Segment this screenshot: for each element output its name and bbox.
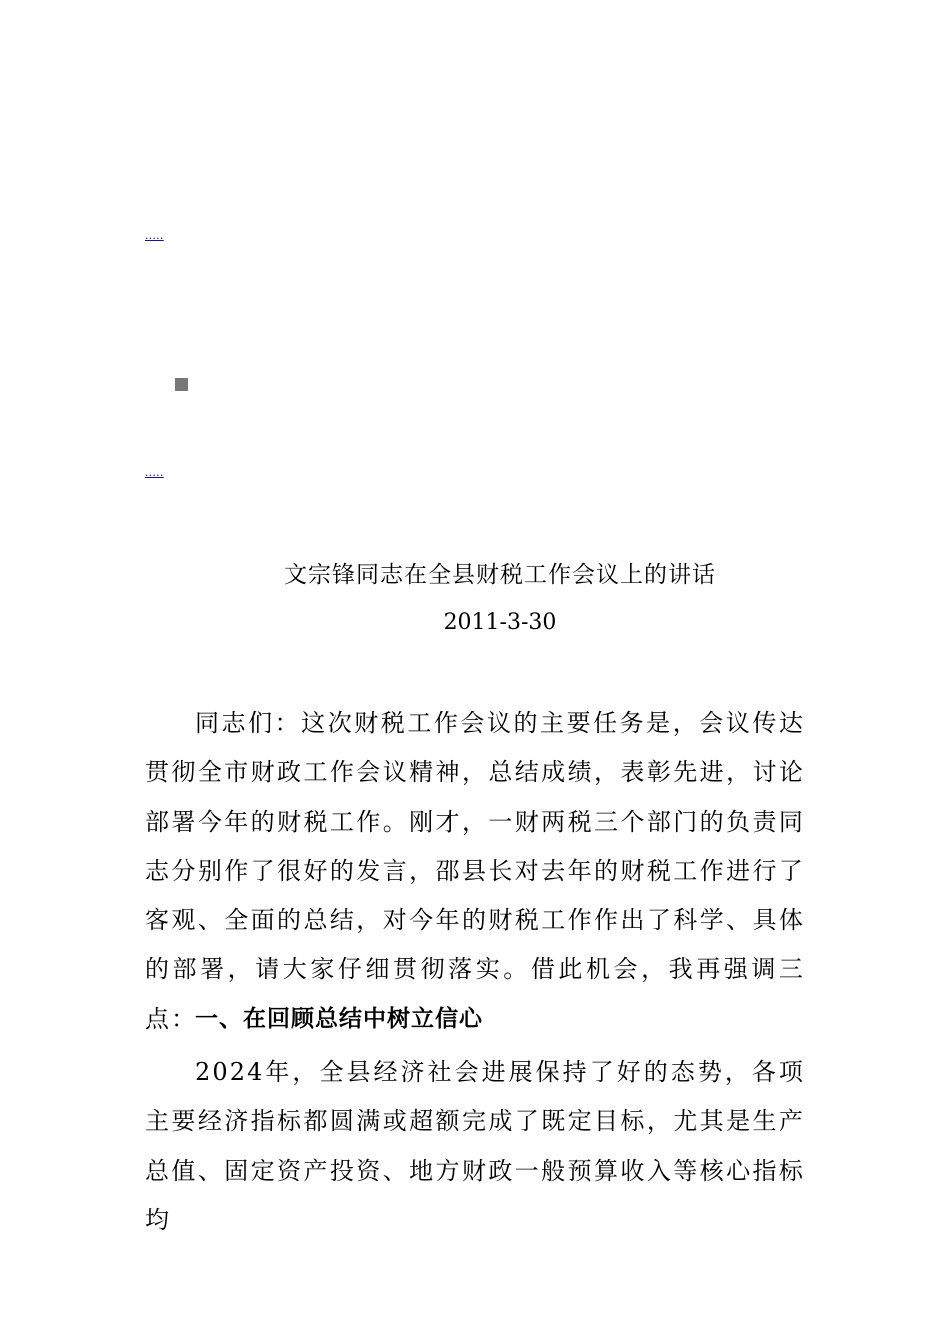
paragraph-review: 2024年，全县经济社会进展保持了好的态势，各项主要经济指标都圆满或超额完成了既定目标，尤其是生产总值、固定资产投资、地方财政一般预算收入等核心指标均	[145, 1058, 805, 1234]
section-heading: 一、在回顾总结中树立信心	[195, 1006, 483, 1032]
document-title: 文宗锋同志在全县财税工作会议上的讲话	[284, 562, 716, 588]
square-icon	[175, 378, 188, 391]
paragraph-opening: 同志们：这次财税工作会议的主要任务是，会议传达贯彻全市财政工作会议精神，总结成绩，表彰先进，讨论部署今年的财税工作。刚才，一财两税三个部门的负责同志分别作了很好的发言，邵县长对去年的财税工作进行了客观、全面的总结，对今年的财税工作作出了科学、具体的部署，请大家仔细贯彻落实。借此机会，我再强调三点：	[145, 709, 805, 1033]
link-bottom[interactable]: .....	[145, 464, 164, 479]
document-date: 2011-3-30	[443, 610, 557, 635]
link-top[interactable]: .....	[145, 227, 164, 242]
